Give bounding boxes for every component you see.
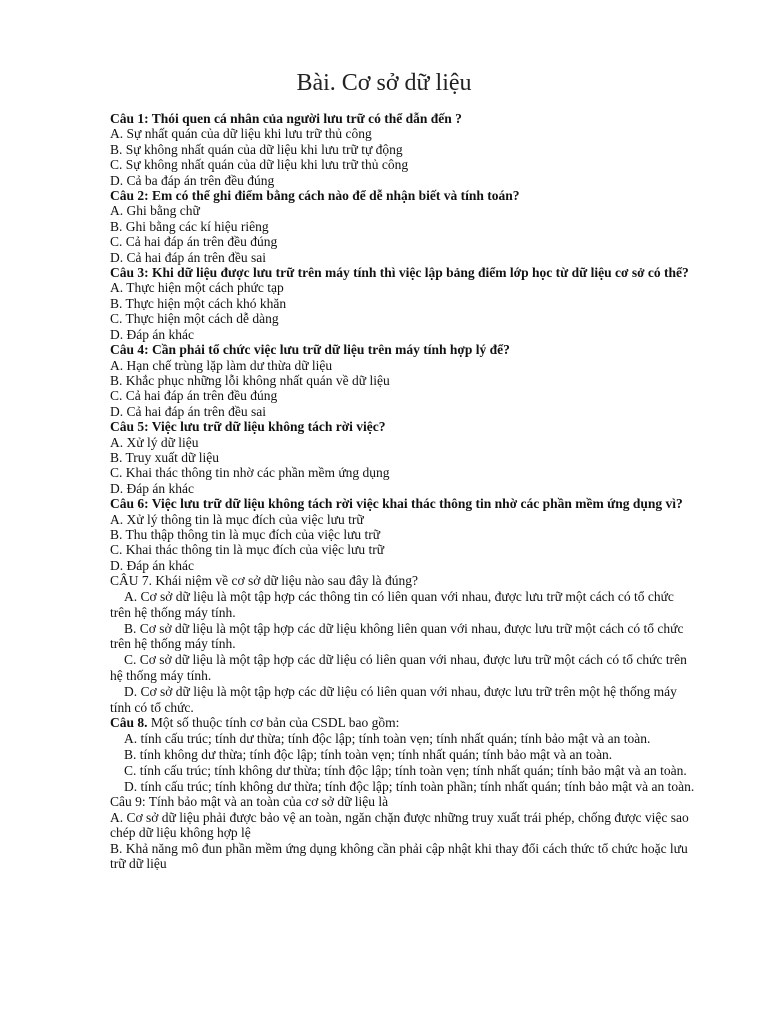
answer-option: C. Cả hai đáp án trên đều đúng [110,234,278,250]
answer-option: A. Thực hiện một cách phức tạp [110,280,284,296]
answer-option [110,589,696,621]
answer-option: B. Ghi bằng các kí hiệu riêng [110,218,269,234]
answer-option [110,747,696,763]
answer-option: A. Hạn chế trùng lặp làm dư thừa dữ liệu [110,357,333,373]
answer-option: A. Sự nhất quán của dữ liệu khi lưu trữ thủ công [110,126,372,142]
answer-option: B. Sự không nhất quán của dữ liệu khi lưu trữ tự động [110,141,403,157]
answer-option-text: C. tính cấu trúc; tính không dư thừa; tính độc lập; tính toàn vẹn; tính nhất quán; tính bảo mật và an toàn. [124,762,687,778]
answer-option: D. Đáp án khác [110,557,194,573]
answer-option: A. Cơ sở dữ liệu phải được bảo vệ an toàn, ngăn chặn được những truy xuất trái phép, chống được việc sao chép dữ liệu không hợp lệ [110,809,689,841]
question-6: Câu 6: Việc lưu trữ dữ liệu không tách rời việc khai thác thông tin nhờ các phần mềm ứng dụng vì? [110,496,683,512]
answer-option: C. Khai thác thông tin là mục đích của việc lưu trữ [110,542,385,558]
answer-option [110,731,696,747]
answer-option: B. Thực hiện một cách khó khăn [110,295,287,311]
answer-option: B. Truy xuất dữ liệu [110,449,219,465]
answer-option-text: A. Cơ sở dữ liệu là một tập hợp các thông tin có liên quan với nhau, được lưu trữ một cách có tổ chức trên hệ thống máy tính. [110,588,674,620]
question-7: CÂU 7. Khái niệm về cơ sở dữ liệu nào sau đây là đúng? [110,573,419,589]
answer-option: A. Ghi bằng chữ [110,203,200,219]
question-8-text: Một số thuộc tính cơ bản của CSDL bao gồm: [147,715,400,731]
document-body [110,111,696,871]
question-1: Câu 1: Thói quen cá nhân của người lưu trữ có thể dẫn đến ? [110,111,462,126]
question-2: Câu 2: Em có thể ghi điểm bằng cách nào để dễ nhận biết và tính toán? [110,188,520,204]
answer-option: B. Khắc phục những lỗi không nhất quán về dữ liệu [110,372,390,388]
question-8-label: Câu 8. [110,715,148,731]
answer-option-text: B. tính không dư thừa; tính độc lập; tính toàn vẹn; tính nhất quán; tính bảo mật và an toàn. [124,746,613,762]
answer-option: C. Sự không nhất quán của dữ liệu khi lưu trữ thủ công [110,157,409,173]
answer-option: D. Cả hai đáp án trên đều sai [110,403,266,419]
answer-option: C. Khai thác thông tin nhờ các phần mềm ứng dụng [110,465,390,481]
answer-option: D. Đáp án khác [110,480,194,496]
answer-option: C. Cả hai đáp án trên đều đúng [110,388,278,404]
answer-option: B. Thu thập thông tin là mục đích của việc lưu trữ [110,526,381,542]
answer-option [110,621,696,653]
answer-option: D. Cả ba đáp án trên đều đúng [110,172,275,188]
answer-option [110,763,696,779]
answer-option-text: C. Cơ sở dữ liệu là một tập hợp các dữ liệu có liên quan với nhau, được lưu trữ một cách có tổ chức trên hệ thống máy tính. [110,652,687,683]
answer-option: A. Xử lý thông tin là mục đích của việc lưu trữ [110,511,364,527]
answer-option [110,684,696,716]
answer-option: D. Đáp án khác [110,326,194,342]
question-3: Câu 3: Khi dữ liệu được lưu trữ trên máy tính thì việc lập bảng điểm lớp học từ dữ liệu cơ sở có thể? [110,265,689,281]
answer-option-text: A. tính cấu trúc; tính dư thừa; tính độc lập; tính toàn vẹn; tính nhất quán; tính bảo mật và an toàn. [124,731,651,747]
answer-option: B. Khả năng mô đun phần mềm ứng dụng không cần phải cập nhật khi thay đổi cách thức tổ chức hoặc lưu trữ dữ liệu [110,840,688,871]
question-8 [110,715,696,731]
answer-option-text: D. tính cấu trúc; tính không dư thừa; tính độc lập; tính toàn phần; tính nhất quán; tính bảo mật và an toàn. [124,778,695,794]
page-title: Bài. Cơ sở dữ liệu [296,70,472,96]
question-9: Câu 9: Tính bảo mật và an toàn của cơ sở dữ liệu là [110,794,389,810]
answer-option-text: B. Cơ sở dữ liệu là một tập hợp các dữ liệu không liên quan với nhau, được lưu trữ một cách có tổ chức trên hệ thống máy tính. [110,620,684,652]
answer-option: C. Thực hiện một cách dễ dàng [110,311,279,327]
answer-option [110,652,696,684]
answer-option: D. Cả hai đáp án trên đều sai [110,249,266,265]
answer-option-text: D. Cơ sở dữ liệu là một tập hợp các dữ liệu có liên quan với nhau, được lưu trữ trên một hệ thống máy tính có tổ chức. [110,683,677,715]
question-5: Câu 5: Việc lưu trữ dữ liệu không tách rời việc? [110,419,386,435]
answer-option [110,779,696,795]
answer-option: A. Xử lý dữ liệu [110,434,199,450]
question-4: Câu 4: Cần phải tổ chức việc lưu trữ dữ liệu trên máy tính hợp lý để? [110,342,510,358]
